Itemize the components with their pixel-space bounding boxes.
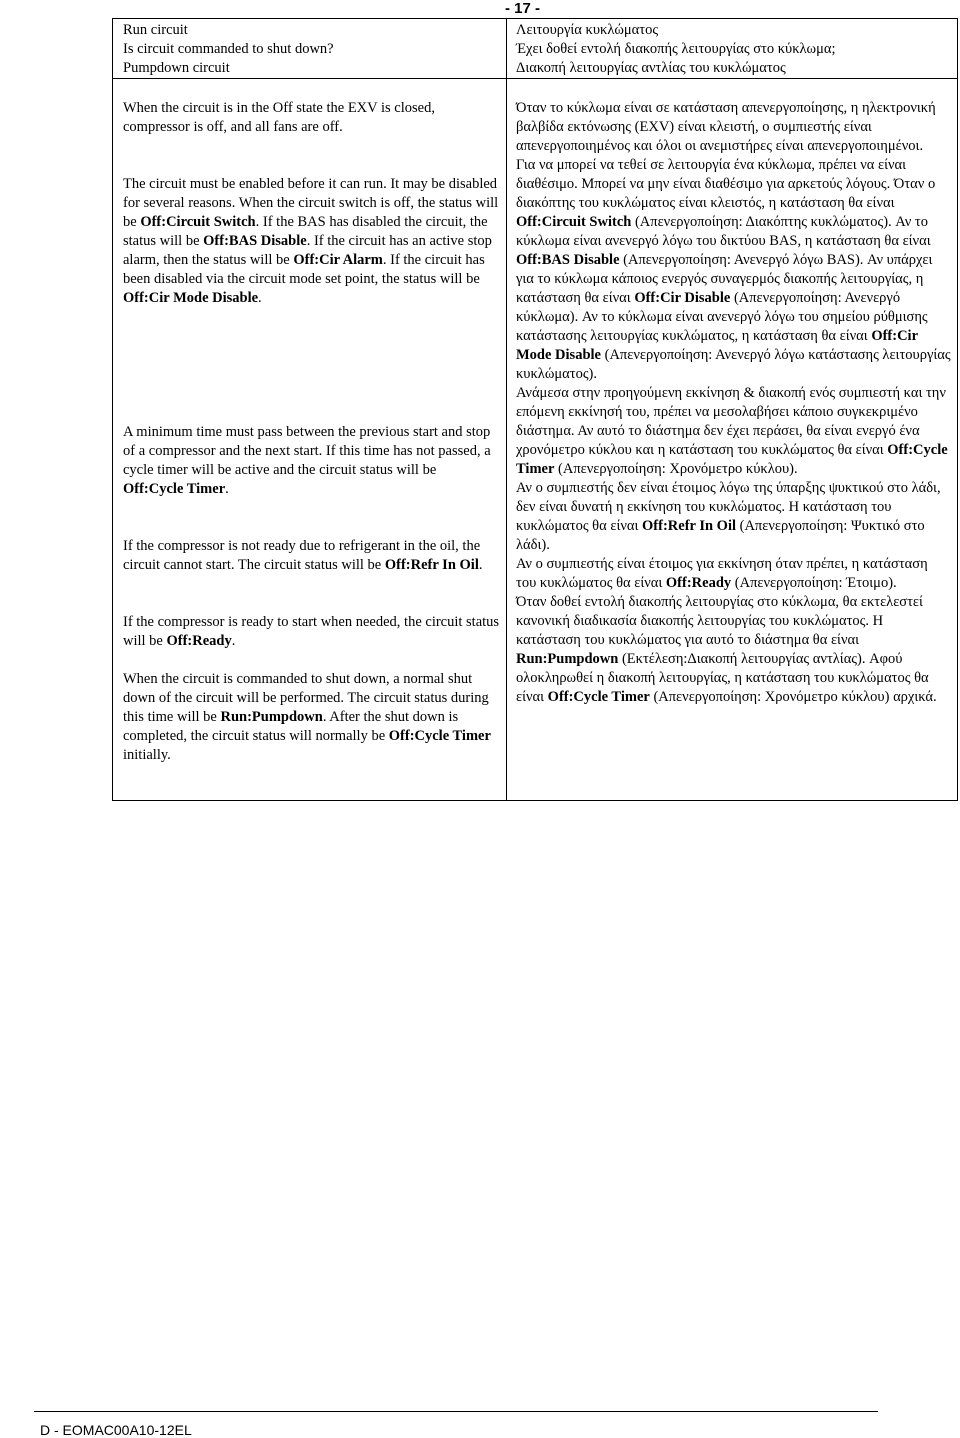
english-column-cell (113, 79, 507, 801)
text: When the circuit is commanded to shut down, a normal shut down of the circuit will be performed. The circuit status during this time will be (123, 671, 489, 725)
text: (Εκτέλεση:Διακοπή λειτουργίας αντλίας). Αφού ολοκληρωθεί η διακοπή λειτουργίας, η κατάσταση του κυκλώματος θα είναι (516, 651, 929, 705)
text: Ανάμεσα στην προηγούμενη εκκίνηση & διακοπή ενός συμπιεστή και την επόμενη εκκίνησή του, πρέπει να μεσολαβήσει κάποιο συγκεκριμένο διάστημα. Αν αυτό το διάστημα δεν έχει περάσει, θα είναι ενεργό ένα χρονόμετρο κύκλου και η κατάσταση του κυκλώματος θα είναι (516, 385, 946, 458)
text: (Απενεργοποίηση: Χρονόμετρο κύκλου) αρχικά. (649, 689, 937, 705)
header-line-el: Έχει δοθεί εντολή διακοπής λειτουργίας στο κύκλωμα; (516, 41, 836, 57)
text: (Απενεργοποίηση: Ανενεργό λόγω κατάστασης λειτουργίας κυκλώματος). (516, 347, 951, 382)
text: (Απενεργοποίηση: Διακόπτης κυκλώματος). Αν το κύκλωμα είναι ανενεργό λόγω του δικτύου BAS, η κατάσταση θα είναι (516, 214, 931, 249)
paragraph-off-state-en (123, 99, 500, 175)
text: . (478, 557, 483, 573)
table-row-header (113, 19, 958, 79)
status-code: Off:Cycle Timer (388, 728, 491, 744)
text: . (258, 290, 262, 306)
text: Για να μπορεί να τεθεί σε λειτουργία ένα κύκλωμα, πρέπει να είναι διαθέσιμο. Μπορεί να μην είναι διαθέσιμο για αρκετούς λόγους. Όταν ο διακόπτης του κυκλώματος είναι κλειστός, η κατάσταση θα είναι (516, 157, 936, 211)
status-code: Off:Ready (665, 575, 732, 591)
status-code: Off:Refr In Oil (642, 518, 736, 534)
text: Αν ο συμπιεστής είναι έτοιμος για εκκίνηση όταν πρέπει, η κατάσταση του κυκλώματος θα είναι (516, 556, 928, 591)
greek-column-cell (507, 79, 958, 801)
header-line-en: Pumpdown circuit (123, 60, 230, 76)
status-code: Off:Ready (166, 633, 232, 649)
text: Όταν δοθεί εντολή διακοπής λειτουργίας στο κύκλωμα, θα εκτελεστεί κανονική διαδικασία διακοπής λειτουργίας του κυκλώματος. Η κατάσταση του κυκλώματος για αυτό το διάστημα θα είναι (516, 594, 923, 648)
bilingual-table (112, 18, 958, 801)
text: initially. (123, 747, 171, 763)
text: If the compressor is not ready due to refrigerant in the oil, the circuit cannot start. The circuit status will be (123, 538, 481, 573)
status-code: Off:Cycle Timer (123, 481, 226, 497)
greek-column-cell (507, 19, 958, 79)
header-line-el: Λειτουργία κυκλώματος (516, 22, 659, 38)
status-code: Off:Cir Alarm (293, 252, 383, 268)
english-column-cell (113, 19, 507, 79)
header-line-en: Run circuit (123, 22, 188, 38)
paragraph-enable-el (516, 156, 951, 384)
text: When the circuit is in the Off state the EXV is closed, compressor is off, and all fans are off. (123, 100, 435, 135)
paragraph-refr-in-oil-en (123, 537, 500, 613)
status-code: Off:Cir Disable (634, 290, 731, 306)
paragraph-pumpdown-el (516, 593, 951, 707)
table-row-body (113, 79, 958, 801)
text: Όταν το κύκλωμα είναι σε κατάσταση απενεργοποίησης, η ηλεκτρονική βαλβίδα εκτόνωσης (EXV) είναι κλειστή, ο συμπιεστής είναι απενεργοποιημένος και όλοι οι ανεμιστήρες είναι απενεργοποιημένοι. (516, 100, 936, 154)
header-line-en: Is circuit commanded to shut down? (123, 41, 334, 57)
header-line-el: Διακοπή λειτουργίας αντλίας του κυκλώματος (516, 60, 786, 76)
text: . If the circuit has an active stop alarm, then the status will be (123, 233, 492, 268)
text: . (231, 633, 236, 649)
status-code: Off:Cycle Timer (547, 689, 650, 705)
paragraph-ready-el (516, 555, 951, 593)
status-code: Off:BAS Disable (203, 233, 307, 249)
text: (Απενεργοποίηση: Ψυκτικό στο λάδι). (516, 518, 925, 553)
text: (Απενεργοποίηση: Ανενεργό λόγω BAS). Αν υπάρχει για το κύκλωμα κάποιος ενεργός συναγερμός διακοπής λειτουργίας, η κατάσταση θα είναι (516, 252, 933, 306)
status-code: Off:Refr In Oil (384, 557, 479, 573)
paragraph-cycle-timer-el (516, 384, 951, 479)
paragraph-refr-in-oil-el (516, 479, 951, 555)
status-code: Run:Pumpdown (220, 709, 323, 725)
footer-document-code: D - EOMAC00A10-12EL (40, 1422, 192, 1438)
status-code: Run:Pumpdown (516, 651, 619, 667)
text: Αν ο συμπιεστής δεν είναι έτοιμος λόγω της ύπαρξης ψυκτικού στο λάδι, δεν είναι δυνατή η εκκίνηση του κυκλώματος. Η κατάσταση του κυκλώματος θα είναι (516, 480, 941, 534)
text: . After the shut down is completed, the circuit status will normally be (123, 709, 459, 744)
text: If the compressor is ready to start when needed, the circuit status will be (123, 614, 500, 649)
status-code: Off:Circuit Switch (140, 214, 256, 230)
text: . (225, 481, 229, 497)
text: (Απενεργοποίηση: Ανενεργό κύκλωμα). Αν το κύκλωμα είναι ανενεργό λόγω του σημείου ρύθμισης κατάστασης λειτουργίας κυκλώματος, η κατάσταση θα είναι (516, 290, 928, 344)
status-code: Off:Cycle Timer (516, 442, 948, 477)
paragraph-pumpdown-en (123, 670, 500, 800)
status-code: Off:Cir Mode Disable (123, 290, 259, 306)
page-number: - 17 - (505, 0, 541, 17)
text: The circuit must be enabled before it can run. It may be disabled for several reasons. When the circuit switch is off, the status will be (123, 176, 499, 230)
paragraph-off-state-el (516, 99, 951, 156)
paragraph-ready-en (123, 613, 500, 670)
footer-divider (34, 1411, 878, 1412)
status-code: Off:Cir Mode Disable (516, 328, 918, 363)
status-code: Off:Circuit Switch (516, 214, 632, 230)
paragraph-cycle-timer-en (123, 423, 500, 537)
status-code: Off:BAS Disable (516, 252, 620, 268)
text: (Απενεργοποίηση: Έτοιμο). (731, 575, 897, 591)
text: (Απενεργοποίηση: Χρονόμετρο κύκλου). (554, 461, 798, 477)
text: . If the BAS has disabled the circuit, the status will be (123, 214, 488, 249)
text: . If the circuit has been disabled via the circuit mode set point, the status will be (123, 252, 485, 287)
paragraph-enable-en (123, 175, 500, 423)
text: A minimum time must pass between the previous start and stop of a compressor and the next start. If this time has not passed, a cycle timer will be active and the circuit status will be (123, 424, 491, 478)
